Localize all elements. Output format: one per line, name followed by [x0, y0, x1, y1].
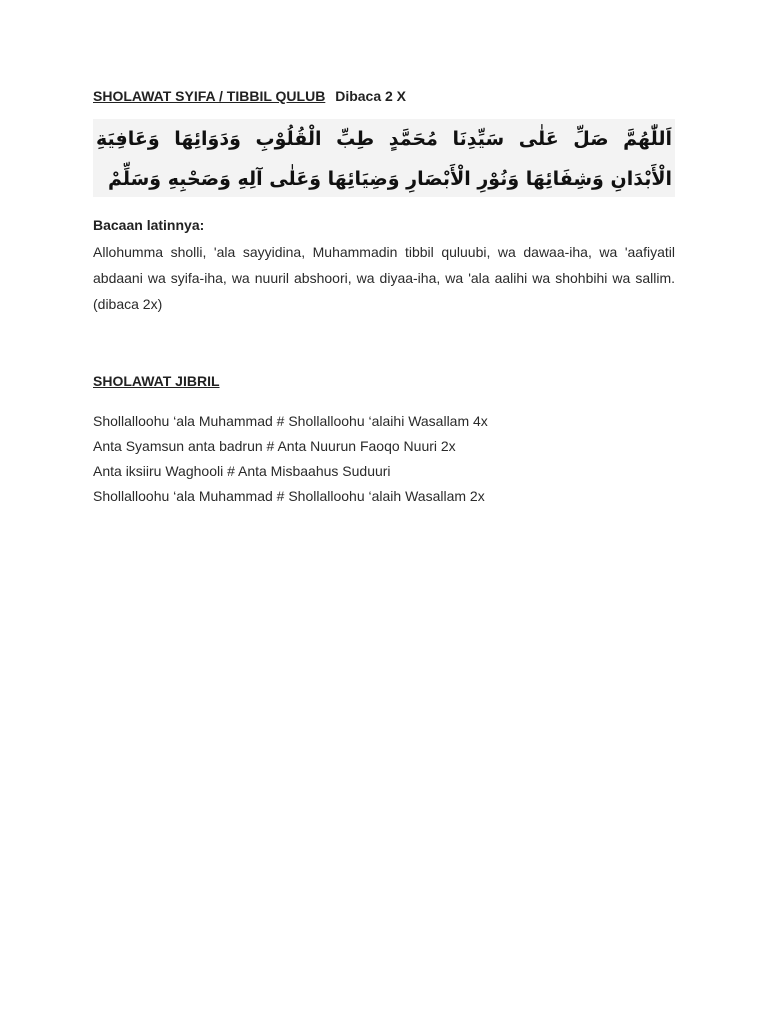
- latin-transliteration: Allohumma sholli, 'ala sayyidina, Muhammadin tibbil quluubi, wa dawaa-iha, wa 'aafiyatil abdaani wa syifa-iha, wa nuuril abshoori, wa diyaa-iha, wa 'ala aalihi wa shohbihi wa sallim. (dibaca 2x): [93, 244, 675, 312]
- document-page: [93, 86, 675, 509]
- text-line: Anta iksiiru Waghooli # Anta Misbaahus Suduuri: [93, 463, 391, 479]
- sholawat-syifa-title: SHOLAWAT SYIFA / TIBBIL QULUB: [93, 88, 326, 104]
- sholawat-jibril-title: SHOLAWAT JIBRIL: [93, 373, 220, 389]
- latin-heading: Bacaan latinnya:: [93, 217, 205, 233]
- sholawat-jibril-lines: [93, 409, 675, 509]
- arabic-text-block: اَللّٰهُمَّ صَلِّ عَلٰى سَيِّدِنَا مُحَمَّدٍ طِبِّ الْقُلُوْبِ وَدَوَائِهَا وَعَافِيَةِ الْأَبْدَانِ وَشِفَائِهَا وَنُوْرِ الْأَبْصَارِ وَضِيَائِهَا وَعَلٰى آلِهِ وَصَحْبِهِ وَسَلِّمْ: [93, 119, 675, 197]
- text-line: Shollalloohu ‘ala Muhammad # Shollalloohu ‘alaih Wasallam 2x: [93, 488, 485, 504]
- repeat-note: Dibaca 2 X: [335, 88, 407, 104]
- text-line: Anta Syamsun anta badrun # Anta Nuurun Faoqo Nuuri 2x: [93, 438, 456, 454]
- text-line: Shollalloohu ‘ala Muhammad # Shollalloohu ‘alaihi Wasallam 4x: [93, 413, 488, 429]
- sholawat-syifa-heading: [93, 86, 675, 106]
- sholawat-jibril-heading: [93, 371, 675, 391]
